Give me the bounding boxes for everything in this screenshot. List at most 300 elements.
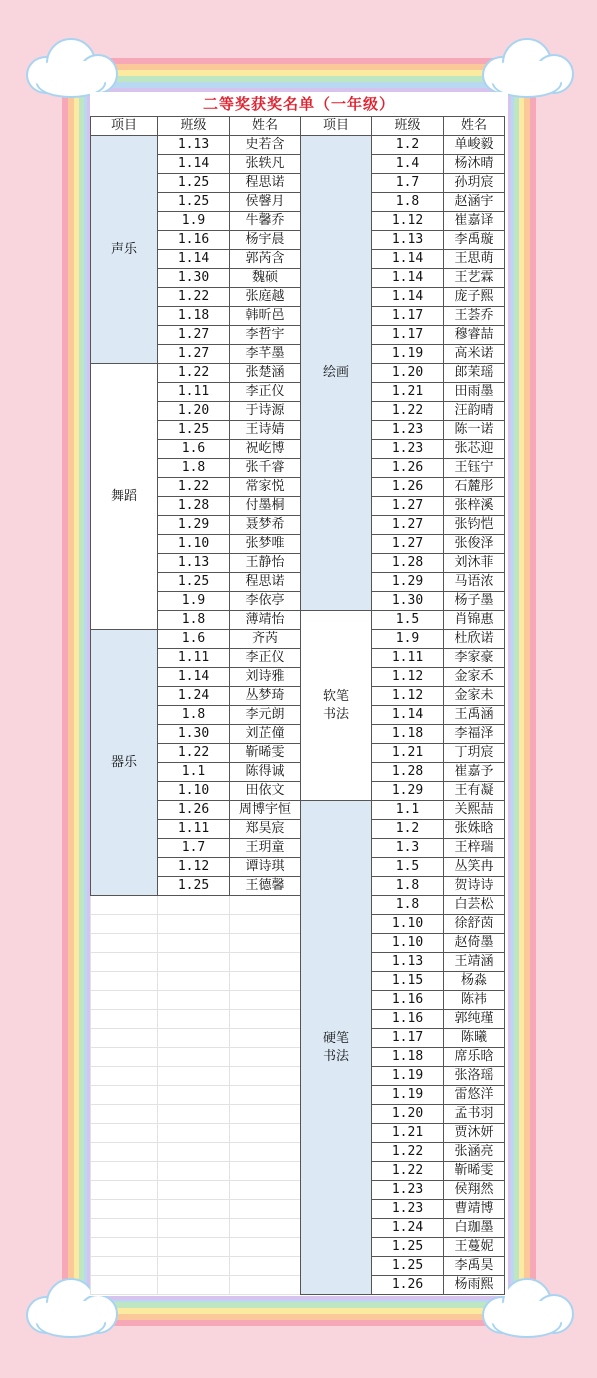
table-row <box>91 1029 505 1048</box>
column-header[interactable]: 姓名 <box>230 117 301 136</box>
name-cell[interactable]: 程思诺 <box>230 174 301 193</box>
name-cell[interactable]: 张钧恺 <box>444 516 505 535</box>
class-cell[interactable]: 1.22 <box>158 364 230 383</box>
class-cell[interactable]: 1.18 <box>158 307 230 326</box>
name-cell[interactable]: 汪韵晴 <box>444 402 505 421</box>
class-cell[interactable]: 1.14 <box>372 250 444 269</box>
table-row <box>91 896 505 915</box>
class-cell[interactable]: 1.14 <box>372 706 444 725</box>
name-cell[interactable]: 刘芷僮 <box>230 725 301 744</box>
name-cell[interactable]: 王艺霖 <box>444 269 505 288</box>
empty-cell[interactable] <box>230 1105 301 1124</box>
class-cell[interactable]: 1.6 <box>158 440 230 459</box>
name-cell[interactable]: 刘沐菲 <box>444 554 505 573</box>
name-cell[interactable]: 张芯迎 <box>444 440 505 459</box>
class-cell[interactable]: 1.21 <box>372 744 444 763</box>
name-cell[interactable]: 穆睿喆 <box>444 326 505 345</box>
class-cell[interactable]: 1.10 <box>372 915 444 934</box>
name-cell[interactable]: 张姝晗 <box>444 820 505 839</box>
cloud-decoration-top-right <box>478 36 574 98</box>
name-cell[interactable]: 王梓瑞 <box>444 839 505 858</box>
empty-cell[interactable] <box>91 1219 158 1238</box>
name-cell[interactable]: 丛梦琦 <box>230 687 301 706</box>
class-cell[interactable]: 1.23 <box>372 440 444 459</box>
empty-cell[interactable] <box>158 1200 230 1219</box>
empty-cell[interactable] <box>91 1181 158 1200</box>
name-cell[interactable]: 赵倚墨 <box>444 934 505 953</box>
name-cell[interactable]: 金家未 <box>444 687 505 706</box>
name-cell[interactable]: 侯韾月 <box>230 193 301 212</box>
name-cell[interactable]: 李依亭 <box>230 592 301 611</box>
class-cell[interactable]: 1.14 <box>158 668 230 687</box>
name-cell[interactable]: 张轶凡 <box>230 155 301 174</box>
class-cell[interactable]: 1.25 <box>372 1238 444 1257</box>
class-cell[interactable]: 1.16 <box>372 991 444 1010</box>
empty-cell[interactable] <box>230 1143 301 1162</box>
empty-cell[interactable] <box>158 1276 230 1295</box>
name-cell[interactable]: 牛馨乔 <box>230 212 301 231</box>
table-row <box>91 1219 505 1238</box>
name-cell[interactable]: 徐舒茵 <box>444 915 505 934</box>
class-cell[interactable]: 1.25 <box>158 421 230 440</box>
name-cell[interactable]: 祝屹博 <box>230 440 301 459</box>
name-cell[interactable]: 孟书羽 <box>444 1105 505 1124</box>
class-cell[interactable]: 1.29 <box>372 782 444 801</box>
class-cell[interactable]: 1.13 <box>372 231 444 250</box>
name-cell[interactable]: 陈祎 <box>444 991 505 1010</box>
name-cell[interactable]: 李正仪 <box>230 649 301 668</box>
empty-cell[interactable] <box>158 896 230 915</box>
empty-cell[interactable] <box>158 934 230 953</box>
cloud-decoration-top-left <box>22 36 118 98</box>
class-cell[interactable]: 1.8 <box>372 877 444 896</box>
class-cell[interactable]: 1.13 <box>158 136 230 155</box>
class-cell[interactable]: 1.14 <box>372 288 444 307</box>
name-cell[interactable]: 杨子墨 <box>444 592 505 611</box>
name-cell[interactable]: 周博宇恒 <box>230 801 301 820</box>
name-cell[interactable]: 张俊泽 <box>444 535 505 554</box>
class-cell[interactable]: 1.22 <box>372 402 444 421</box>
name-cell[interactable]: 王思萌 <box>444 250 505 269</box>
class-cell[interactable]: 1.1 <box>158 763 230 782</box>
name-cell[interactable]: 王禹涵 <box>444 706 505 725</box>
name-cell[interactable]: 史若含 <box>230 136 301 155</box>
class-cell[interactable]: 1.7 <box>372 174 444 193</box>
empty-cell[interactable] <box>91 1067 158 1086</box>
name-cell[interactable]: 李禹璇 <box>444 231 505 250</box>
empty-cell[interactable] <box>158 1143 230 1162</box>
table-row <box>91 1105 505 1124</box>
name-cell[interactable]: 张千睿 <box>230 459 301 478</box>
empty-cell[interactable] <box>230 1067 301 1086</box>
class-cell[interactable]: 1.22 <box>158 478 230 497</box>
empty-cell[interactable] <box>91 1124 158 1143</box>
table-row <box>91 1010 505 1029</box>
name-cell[interactable]: 雷悠洋 <box>444 1086 505 1105</box>
name-cell[interactable]: 杨沐晴 <box>444 155 505 174</box>
class-cell[interactable]: 1.12 <box>372 212 444 231</box>
empty-cell[interactable] <box>158 1257 230 1276</box>
class-cell[interactable]: 1.10 <box>372 934 444 953</box>
name-cell[interactable]: 丛笑冉 <box>444 858 505 877</box>
category-cell[interactable]: 硬笔 书法 <box>301 801 372 1295</box>
name-cell[interactable]: 张楚涵 <box>230 364 301 383</box>
empty-cell[interactable] <box>230 1086 301 1105</box>
class-cell[interactable]: 1.27 <box>372 497 444 516</box>
name-cell[interactable]: 贺诗诗 <box>444 877 505 896</box>
empty-cell[interactable] <box>230 915 301 934</box>
empty-cell[interactable] <box>91 1086 158 1105</box>
name-cell[interactable]: 陈一诺 <box>444 421 505 440</box>
name-cell[interactable]: 李芊墨 <box>230 345 301 364</box>
empty-cell[interactable] <box>91 1162 158 1181</box>
class-cell[interactable]: 1.11 <box>158 649 230 668</box>
empty-cell[interactable] <box>230 972 301 991</box>
class-cell[interactable]: 1.23 <box>372 1181 444 1200</box>
name-cell[interactable]: 程思诺 <box>230 573 301 592</box>
empty-cell[interactable] <box>230 1200 301 1219</box>
class-cell[interactable]: 1.20 <box>158 402 230 421</box>
column-header[interactable]: 班级 <box>158 117 230 136</box>
name-cell[interactable]: 薄靖怡 <box>230 611 301 630</box>
award-table <box>90 116 505 1295</box>
class-cell[interactable]: 1.25 <box>372 1257 444 1276</box>
empty-cell[interactable] <box>158 1162 230 1181</box>
class-cell[interactable]: 1.19 <box>372 345 444 364</box>
column-header[interactable]: 项目 <box>301 117 372 136</box>
empty-cell[interactable] <box>230 953 301 972</box>
name-cell[interactable]: 靳晞雯 <box>230 744 301 763</box>
empty-cell[interactable] <box>230 896 301 915</box>
empty-cell[interactable] <box>158 1048 230 1067</box>
empty-cell[interactable] <box>91 896 158 915</box>
empty-cell[interactable] <box>91 1200 158 1219</box>
empty-cell[interactable] <box>158 1124 230 1143</box>
class-cell[interactable]: 1.2 <box>372 136 444 155</box>
table-row <box>91 1257 505 1276</box>
class-cell[interactable]: 1.27 <box>372 516 444 535</box>
table-row <box>91 1200 505 1219</box>
name-cell[interactable]: 王诗婧 <box>230 421 301 440</box>
class-cell[interactable]: 1.20 <box>372 1105 444 1124</box>
empty-cell[interactable] <box>91 1257 158 1276</box>
name-cell[interactable]: 孙玥宸 <box>444 174 505 193</box>
class-cell[interactable]: 1.6 <box>158 630 230 649</box>
page-title: 二等奖获奖名单（一年级） <box>202 95 395 113</box>
class-cell[interactable]: 1.30 <box>158 269 230 288</box>
empty-cell[interactable] <box>91 1010 158 1029</box>
class-cell[interactable]: 1.3 <box>372 839 444 858</box>
class-cell[interactable]: 1.7 <box>158 839 230 858</box>
class-cell[interactable]: 1.25 <box>158 573 230 592</box>
class-cell[interactable]: 1.21 <box>372 383 444 402</box>
name-cell[interactable]: 张庭越 <box>230 288 301 307</box>
table-row <box>91 1086 505 1105</box>
name-cell[interactable]: 魏硕 <box>230 269 301 288</box>
name-cell[interactable]: 杜欣诺 <box>444 630 505 649</box>
class-cell[interactable]: 1.5 <box>372 858 444 877</box>
name-cell[interactable]: 单峻毅 <box>444 136 505 155</box>
name-cell[interactable]: 王荟乔 <box>444 307 505 326</box>
table-row <box>91 364 505 383</box>
class-cell[interactable]: 1.1 <box>372 801 444 820</box>
empty-cell[interactable] <box>230 1181 301 1200</box>
empty-cell[interactable] <box>91 1276 158 1295</box>
empty-cell[interactable] <box>91 991 158 1010</box>
class-cell[interactable]: 1.25 <box>158 877 230 896</box>
name-cell[interactable]: 郭纯瑾 <box>444 1010 505 1029</box>
class-cell[interactable]: 1.2 <box>372 820 444 839</box>
table-row <box>91 953 505 972</box>
name-cell[interactable]: 郭芮含 <box>230 250 301 269</box>
name-cell[interactable]: 崔嘉予 <box>444 763 505 782</box>
class-cell[interactable]: 1.8 <box>372 896 444 915</box>
name-cell[interactable]: 曹靖博 <box>444 1200 505 1219</box>
table-row <box>91 1124 505 1143</box>
class-cell[interactable]: 1.15 <box>372 972 444 991</box>
name-cell[interactable]: 白芸松 <box>444 896 505 915</box>
name-cell[interactable]: 陈得诚 <box>230 763 301 782</box>
class-cell[interactable]: 1.26 <box>372 478 444 497</box>
category-cell[interactable]: 软笔 书法 <box>301 611 372 801</box>
name-cell[interactable]: 王德馨 <box>230 877 301 896</box>
empty-cell[interactable] <box>158 915 230 934</box>
empty-cell[interactable] <box>158 972 230 991</box>
empty-cell[interactable] <box>158 953 230 972</box>
empty-cell[interactable] <box>230 1162 301 1181</box>
name-cell[interactable]: 侯翔然 <box>444 1181 505 1200</box>
class-cell[interactable]: 1.13 <box>158 554 230 573</box>
name-cell[interactable]: 张涵亮 <box>444 1143 505 1162</box>
class-cell[interactable]: 1.12 <box>372 668 444 687</box>
class-cell[interactable]: 1.11 <box>372 649 444 668</box>
class-cell[interactable]: 1.29 <box>372 573 444 592</box>
class-cell[interactable]: 1.17 <box>372 1029 444 1048</box>
class-cell[interactable]: 1.28 <box>158 497 230 516</box>
table-row <box>91 1238 505 1257</box>
name-cell[interactable]: 肖锦惠 <box>444 611 505 630</box>
empty-cell[interactable] <box>230 1029 301 1048</box>
class-cell[interactable]: 1.28 <box>372 554 444 573</box>
name-cell[interactable]: 王钰宁 <box>444 459 505 478</box>
name-cell[interactable]: 杨淼 <box>444 972 505 991</box>
class-cell[interactable]: 1.24 <box>158 687 230 706</box>
class-cell[interactable]: 1.23 <box>372 421 444 440</box>
name-cell[interactable]: 石麓彤 <box>444 478 505 497</box>
empty-cell[interactable] <box>158 1238 230 1257</box>
class-cell[interactable]: 1.18 <box>372 1048 444 1067</box>
class-cell[interactable]: 1.8 <box>158 611 230 630</box>
name-cell[interactable]: 王靖涵 <box>444 953 505 972</box>
name-cell[interactable]: 高米诺 <box>444 345 505 364</box>
name-cell[interactable]: 李家豪 <box>444 649 505 668</box>
empty-cell[interactable] <box>230 1276 301 1295</box>
name-cell[interactable]: 崔嘉译 <box>444 212 505 231</box>
class-cell[interactable]: 1.8 <box>158 459 230 478</box>
class-cell[interactable]: 1.26 <box>372 1276 444 1295</box>
empty-cell[interactable] <box>91 972 158 991</box>
class-cell[interactable]: 1.12 <box>372 687 444 706</box>
class-cell[interactable]: 1.22 <box>158 288 230 307</box>
empty-cell[interactable] <box>230 1257 301 1276</box>
empty-cell[interactable] <box>158 1086 230 1105</box>
class-cell[interactable]: 1.25 <box>158 174 230 193</box>
name-cell[interactable]: 李正仪 <box>230 383 301 402</box>
class-cell[interactable]: 1.18 <box>372 725 444 744</box>
name-cell[interactable]: 李禹昊 <box>444 1257 505 1276</box>
name-cell[interactable]: 常家悦 <box>230 478 301 497</box>
class-cell[interactable]: 1.9 <box>158 592 230 611</box>
class-cell[interactable]: 1.21 <box>372 1124 444 1143</box>
class-cell[interactable]: 1.8 <box>158 706 230 725</box>
category-cell[interactable]: 绘画 <box>301 136 372 611</box>
class-cell[interactable]: 1.9 <box>372 630 444 649</box>
name-cell[interactable]: 于诗源 <box>230 402 301 421</box>
name-cell[interactable]: 付墨桐 <box>230 497 301 516</box>
empty-cell[interactable] <box>158 1219 230 1238</box>
empty-cell[interactable] <box>230 1048 301 1067</box>
class-cell[interactable]: 1.22 <box>158 744 230 763</box>
name-cell[interactable]: 李福泽 <box>444 725 505 744</box>
empty-cell[interactable] <box>230 1238 301 1257</box>
class-cell[interactable]: 1.20 <box>372 364 444 383</box>
name-cell[interactable]: 赵涵宇 <box>444 193 505 212</box>
empty-cell[interactable] <box>91 953 158 972</box>
name-cell[interactable]: 杨雨熙 <box>444 1276 505 1295</box>
class-cell[interactable]: 1.30 <box>372 592 444 611</box>
name-cell[interactable]: 金家禾 <box>444 668 505 687</box>
class-cell[interactable]: 1.17 <box>372 307 444 326</box>
name-cell[interactable]: 郑昊宸 <box>230 820 301 839</box>
class-cell[interactable]: 1.27 <box>158 345 230 364</box>
name-cell[interactable]: 王蔓妮 <box>444 1238 505 1257</box>
class-cell[interactable]: 1.13 <box>372 953 444 972</box>
empty-cell[interactable] <box>230 934 301 953</box>
name-cell[interactable]: 王静怡 <box>230 554 301 573</box>
name-cell[interactable]: 聂梦希 <box>230 516 301 535</box>
empty-cell[interactable] <box>230 1219 301 1238</box>
class-cell[interactable]: 1.10 <box>158 782 230 801</box>
empty-cell[interactable] <box>158 991 230 1010</box>
class-cell[interactable]: 1.24 <box>372 1219 444 1238</box>
class-cell[interactable]: 1.8 <box>372 193 444 212</box>
name-cell[interactable]: 张梓溪 <box>444 497 505 516</box>
empty-cell[interactable] <box>158 1105 230 1124</box>
class-cell[interactable]: 1.11 <box>158 820 230 839</box>
name-cell[interactable]: 杨宇晨 <box>230 231 301 250</box>
name-cell[interactable]: 席乐晗 <box>444 1048 505 1067</box>
class-cell[interactable]: 1.19 <box>372 1086 444 1105</box>
empty-cell[interactable] <box>230 1010 301 1029</box>
class-cell[interactable]: 1.4 <box>372 155 444 174</box>
table-row <box>91 972 505 991</box>
class-cell[interactable]: 1.16 <box>372 1010 444 1029</box>
class-cell[interactable]: 1.30 <box>158 725 230 744</box>
table-row <box>91 1162 505 1181</box>
class-cell[interactable]: 1.14 <box>158 250 230 269</box>
class-cell[interactable]: 1.27 <box>158 326 230 345</box>
class-cell[interactable]: 1.12 <box>158 858 230 877</box>
category-cell[interactable]: 舞蹈 <box>91 364 158 630</box>
name-cell[interactable]: 贾沐妍 <box>444 1124 505 1143</box>
class-cell[interactable]: 1.10 <box>158 535 230 554</box>
class-cell[interactable]: 1.22 <box>372 1162 444 1181</box>
name-cell[interactable]: 丁玥宸 <box>444 744 505 763</box>
name-cell[interactable]: 刘诗雅 <box>230 668 301 687</box>
empty-cell[interactable] <box>158 1181 230 1200</box>
class-cell[interactable]: 1.16 <box>158 231 230 250</box>
table-row <box>91 915 505 934</box>
column-header[interactable]: 姓名 <box>444 117 505 136</box>
class-cell[interactable]: 1.14 <box>372 269 444 288</box>
class-cell[interactable]: 1.9 <box>158 212 230 231</box>
name-cell[interactable]: 郎茉瑶 <box>444 364 505 383</box>
name-cell[interactable]: 齐芮 <box>230 630 301 649</box>
class-cell[interactable]: 1.14 <box>158 155 230 174</box>
column-header[interactable]: 项目 <box>91 117 158 136</box>
table-row <box>91 934 505 953</box>
name-cell[interactable]: 马语浓 <box>444 573 505 592</box>
class-cell[interactable]: 1.26 <box>158 801 230 820</box>
class-cell[interactable]: 1.22 <box>372 1143 444 1162</box>
class-cell[interactable]: 1.17 <box>372 326 444 345</box>
name-cell[interactable]: 关熙喆 <box>444 801 505 820</box>
name-cell[interactable]: 王有凝 <box>444 782 505 801</box>
class-cell[interactable]: 1.23 <box>372 1200 444 1219</box>
column-header[interactable]: 班级 <box>372 117 444 136</box>
name-cell[interactable]: 陈曦 <box>444 1029 505 1048</box>
name-cell[interactable]: 田依文 <box>230 782 301 801</box>
name-cell[interactable]: 靳晞雯 <box>444 1162 505 1181</box>
name-cell[interactable]: 庞子熙 <box>444 288 505 307</box>
class-cell[interactable]: 1.25 <box>158 193 230 212</box>
class-cell[interactable]: 1.28 <box>372 763 444 782</box>
name-cell[interactable]: 张梦唯 <box>230 535 301 554</box>
name-cell[interactable]: 韩昕邑 <box>230 307 301 326</box>
empty-cell[interactable] <box>91 1029 158 1048</box>
class-cell[interactable]: 1.5 <box>372 611 444 630</box>
name-cell[interactable]: 张洛瑶 <box>444 1067 505 1086</box>
class-cell[interactable]: 1.26 <box>372 459 444 478</box>
class-cell[interactable]: 1.11 <box>158 383 230 402</box>
name-cell[interactable]: 李哲宇 <box>230 326 301 345</box>
name-cell[interactable]: 白珈墨 <box>444 1219 505 1238</box>
empty-cell[interactable] <box>91 1238 158 1257</box>
empty-cell[interactable] <box>91 1105 158 1124</box>
name-cell[interactable]: 谭诗琪 <box>230 858 301 877</box>
table-row <box>91 991 505 1010</box>
table-row <box>91 630 505 649</box>
empty-cell[interactable] <box>91 1143 158 1162</box>
empty-cell[interactable] <box>91 915 158 934</box>
empty-cell[interactable] <box>230 991 301 1010</box>
name-cell[interactable]: 李元朗 <box>230 706 301 725</box>
class-cell[interactable]: 1.29 <box>158 516 230 535</box>
table-row <box>91 1276 505 1295</box>
empty-cell[interactable] <box>91 934 158 953</box>
name-cell[interactable]: 王玥童 <box>230 839 301 858</box>
category-cell[interactable]: 器乐 <box>91 630 158 896</box>
empty-cell[interactable] <box>158 1010 230 1029</box>
empty-cell[interactable] <box>91 1048 158 1067</box>
empty-cell[interactable] <box>158 1029 230 1048</box>
empty-cell[interactable] <box>230 1124 301 1143</box>
class-cell[interactable]: 1.27 <box>372 535 444 554</box>
name-cell[interactable]: 田雨墨 <box>444 383 505 402</box>
class-cell[interactable]: 1.19 <box>372 1067 444 1086</box>
category-cell[interactable]: 声乐 <box>91 136 158 364</box>
empty-cell[interactable] <box>158 1067 230 1086</box>
